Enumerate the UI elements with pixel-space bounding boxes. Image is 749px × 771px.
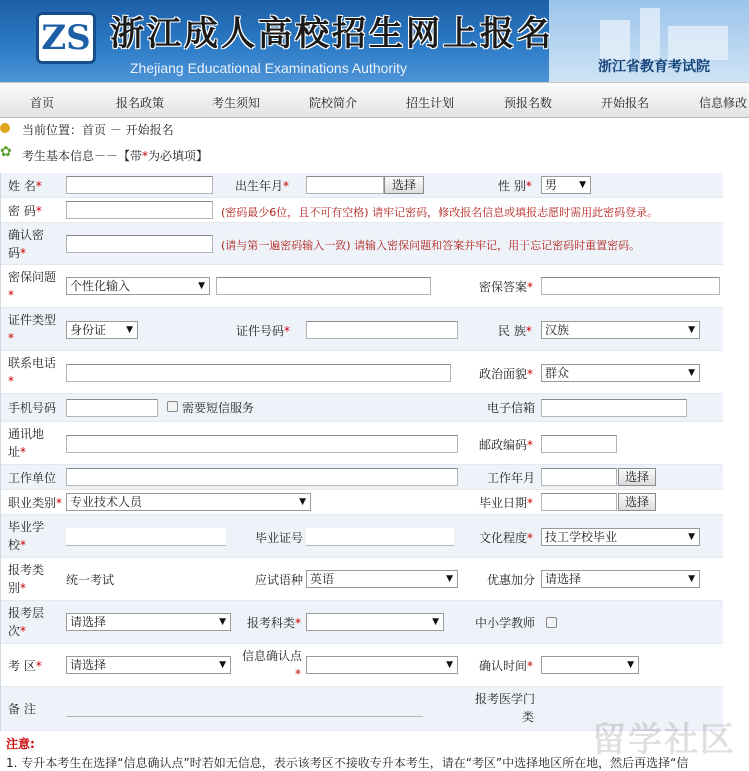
workyear-label: 工作年月 <box>487 471 536 485</box>
level-value: 请选择 <box>70 615 107 629</box>
site-logo <box>36 12 96 64</box>
form-row-phone <box>1 351 723 394</box>
required-star: * <box>527 438 534 452</box>
edu-value: 技工学校毕业 <box>545 530 618 544</box>
area-value: 请选择 <box>70 658 107 672</box>
required-star: * <box>20 581 27 595</box>
sms-label: 需要短信服务 <box>182 401 255 415</box>
name-label <box>8 178 42 194</box>
seca-label <box>479 279 533 295</box>
chevron-down-icon: ▼ <box>432 617 439 627</box>
school-input[interactable] <box>66 528 226 546</box>
section-title-text: 考生基本信息－－【带 <box>22 149 143 163</box>
ethnic-label <box>498 323 532 339</box>
chevron-down-icon: ▼ <box>198 281 205 291</box>
phone-input[interactable] <box>66 364 451 382</box>
idtype-select[interactable] <box>66 321 138 339</box>
chevron-down-icon: ▼ <box>688 574 695 584</box>
nav-modify[interactable]: 信息修改 <box>699 96 748 110</box>
workyear-select-button[interactable]: 选择 <box>618 468 656 486</box>
work-label: 工作单位 <box>8 471 57 485</box>
name-label-text: 姓 名 <box>8 179 36 193</box>
chevron-down-icon: ▼ <box>688 325 695 335</box>
required-star: * <box>8 288 14 302</box>
confirm-label: 确认密 <box>8 228 45 242</box>
required-star: * <box>35 204 42 218</box>
chevron-down-icon: ▼ <box>688 368 695 378</box>
confirm-label-2 <box>8 245 26 261</box>
name-input[interactable] <box>66 176 213 194</box>
form-row-address <box>1 422 723 465</box>
required-star: * <box>295 667 301 681</box>
confirm-time-select[interactable] <box>541 656 639 674</box>
chevron-down-icon: ▼ <box>299 497 306 507</box>
idnum-label <box>236 323 290 339</box>
form-row-level <box>1 601 723 644</box>
nav-notice[interactable]: 考生须知 <box>212 96 261 110</box>
ethnic-value: 汉族 <box>545 323 570 337</box>
required-star: * <box>20 445 27 459</box>
notes-title-wrap <box>6 735 35 752</box>
level-label-2 <box>8 623 26 639</box>
zip-label-text: 邮政编码 <box>479 438 528 452</box>
school-label-2-text: 校 <box>8 538 21 552</box>
required-star: * <box>525 179 532 193</box>
chevron-down-icon: ▼ <box>219 660 226 670</box>
form-row-id <box>1 308 723 351</box>
job-label <box>8 495 62 511</box>
area-select[interactable] <box>66 656 231 674</box>
required-star: * <box>56 496 63 510</box>
edu-label-text: 文化程度 <box>479 531 528 545</box>
address-label: 通讯地 <box>8 427 45 441</box>
gender-value: 男 <box>545 178 558 192</box>
email-input[interactable] <box>541 399 687 417</box>
political-select[interactable] <box>541 364 700 382</box>
workyear-input[interactable] <box>541 468 617 486</box>
subject-label-text: 报考科类 <box>247 616 296 630</box>
nav-pre-count[interactable]: 预报名数 <box>504 96 553 110</box>
teacher-label: 中小学教师 <box>475 616 536 630</box>
idtype-label: 证件类型 <box>8 313 57 327</box>
category-label: 报考类 <box>8 563 45 577</box>
chevron-down-icon: ▼ <box>126 325 133 335</box>
job-label-text: 职业类别 <box>8 496 57 510</box>
remark-label: 备 注 <box>8 702 36 716</box>
seca-label-text: 密保答案 <box>479 280 528 294</box>
lang-select[interactable] <box>306 570 458 588</box>
section-title-end: 为必填项】 <box>148 149 209 163</box>
section-title <box>22 147 208 164</box>
secq-custom-input[interactable] <box>216 277 431 295</box>
password-input[interactable] <box>66 201 213 219</box>
level-select[interactable] <box>66 613 231 631</box>
building-shape <box>668 26 728 60</box>
ethnic-label-text: 民 族 <box>498 324 526 338</box>
lang-label: 应试语种 <box>255 573 304 587</box>
breadcrumb-text: 当前位置：首页 － 开始报名 <box>22 123 174 137</box>
nav-home[interactable]: 首页 <box>30 96 55 110</box>
birth-select-button[interactable]: 选择 <box>384 176 424 194</box>
confirm-point-label: 信息确认点 <box>242 649 303 663</box>
job-value: 专业技术人员 <box>70 495 143 509</box>
note-line-1: 1. 专升本考生在选择“信息确认点”时若如无信息，表示该考区不接收专升本考生，请在“考区”中选择地区所在地，然后再选择“信 <box>6 756 689 770</box>
confirm-label-2-text: 码 <box>8 246 21 260</box>
building-shape <box>600 20 630 60</box>
bonus-select[interactable] <box>541 570 700 588</box>
birth-label-text: 出生年月 <box>235 179 284 193</box>
chevron-down-icon: ▼ <box>627 660 634 670</box>
password-label <box>8 203 42 219</box>
chevron-down-icon: ▼ <box>219 617 226 627</box>
subject-label <box>247 615 301 631</box>
form-row-password <box>1 198 723 223</box>
confirm-hint: (请与第一遍密码输入一致) 请输入密保问题和答案并牢记，用于忘记密码时重置密码。 <box>221 239 641 252</box>
required-star: * <box>35 179 42 193</box>
confirm-point-select[interactable] <box>306 656 458 674</box>
job-select[interactable] <box>66 493 311 511</box>
category-value: 统一考试 <box>66 573 115 587</box>
level-label: 报考层 <box>8 606 45 620</box>
form-row-work <box>1 465 723 490</box>
remark-input[interactable] <box>66 699 423 717</box>
teacher-checkbox[interactable] <box>546 617 557 628</box>
confirm-time-label-text: 确认时间 <box>479 659 528 673</box>
main-nav <box>0 82 749 118</box>
zip-label <box>479 437 533 453</box>
site-title: 浙江成人高校招生网上报名 <box>110 14 554 54</box>
secq-label: 密保问题 <box>8 270 57 284</box>
bonus-label: 优惠加分 <box>487 573 536 587</box>
form-row-category <box>1 558 723 601</box>
category-label-2-text: 别 <box>8 581 21 595</box>
area-label <box>8 658 42 674</box>
birth-input[interactable] <box>306 176 384 194</box>
confirm-time-label <box>479 658 533 674</box>
cert-input[interactable] <box>306 528 454 546</box>
zip-input[interactable] <box>541 435 617 453</box>
area-label-text: 考 区 <box>8 659 36 673</box>
subject-select[interactable] <box>306 613 444 631</box>
header-banner <box>0 0 749 82</box>
nav-policy[interactable]: 报名政策 <box>116 96 165 110</box>
form-row-mobile <box>1 394 723 422</box>
required-star: * <box>20 538 27 552</box>
address-input[interactable] <box>66 435 458 453</box>
required-star: * <box>35 659 42 673</box>
work-input[interactable] <box>66 468 458 486</box>
required-star: * <box>8 331 14 345</box>
edu-label <box>479 530 533 546</box>
required-star: * <box>295 616 302 630</box>
form-row-school <box>1 515 723 558</box>
address-label-2 <box>8 444 26 460</box>
registration-form <box>0 173 722 731</box>
required-star: * <box>142 149 149 163</box>
chevron-down-icon: ▼ <box>579 180 586 190</box>
email-label: 电子信箱 <box>487 401 536 415</box>
lang-value: 英语 <box>310 572 335 586</box>
grad-date-label-text: 毕业日期 <box>479 496 528 510</box>
political-label <box>479 366 533 382</box>
secq-select[interactable] <box>66 277 210 295</box>
category-label-2 <box>8 580 26 596</box>
school-label: 毕业学 <box>8 520 45 534</box>
idnum-label-text: 证件号码 <box>236 324 285 338</box>
grad-date-input[interactable] <box>541 493 617 511</box>
notes-title: 注意: <box>6 737 35 751</box>
med-label-2: 类 <box>522 710 535 724</box>
mobile-label: 手机号码 <box>8 401 57 415</box>
password-hint: (密码最少6位，且不可有空格) 请牢记密码，修改报名信息或填报志愿时需用此密码登录。 <box>221 206 659 219</box>
grad-date-label <box>479 495 533 511</box>
required-star: * <box>20 624 27 638</box>
org-name: 浙江省教育考试院 <box>598 59 710 75</box>
required-star: * <box>283 179 290 193</box>
ethnic-select[interactable] <box>541 321 700 339</box>
required-star: * <box>8 374 14 388</box>
site-subtitle: Zhejiang Educational Examinations Authority <box>130 60 408 76</box>
seca-input[interactable] <box>541 277 720 295</box>
section-header <box>0 145 749 165</box>
confirm-password-input[interactable] <box>66 235 213 253</box>
school-label-2 <box>8 537 26 553</box>
required-star: * <box>20 246 27 260</box>
required-star: * <box>527 280 534 294</box>
nav-schools[interactable]: 院校简介 <box>309 96 358 110</box>
required-star: * <box>527 496 534 510</box>
breadcrumb <box>0 121 749 139</box>
required-star: * <box>527 367 534 381</box>
required-star: * <box>527 659 534 673</box>
nav-start[interactable]: 开始报名 <box>601 96 650 110</box>
form-row-job <box>1 490 723 515</box>
idtype-value: 身份证 <box>70 323 107 337</box>
birth-label <box>235 178 289 194</box>
phone-label: 联系电话 <box>8 356 57 370</box>
gender-select[interactable] <box>541 176 591 194</box>
idnum-input[interactable] <box>306 321 458 339</box>
mobile-input[interactable] <box>66 399 158 417</box>
level-label-2-text: 次 <box>8 624 21 638</box>
political-label-text: 政治面貌 <box>479 367 528 381</box>
password-label-text: 密 码 <box>8 204 36 218</box>
location-icon <box>0 123 10 133</box>
logo-glyph: ZS <box>41 18 91 58</box>
address-label-2-text: 址 <box>8 445 21 459</box>
gender-label-text: 性 别 <box>498 179 526 193</box>
chevron-down-icon: ▼ <box>688 532 695 542</box>
form-row-security <box>1 265 723 308</box>
gender-label <box>498 178 532 194</box>
med-label: 报考医学门 <box>475 692 536 706</box>
sms-checkbox[interactable] <box>167 401 178 412</box>
required-star: * <box>525 324 532 338</box>
chevron-down-icon: ▼ <box>446 660 453 670</box>
required-star: * <box>527 531 534 545</box>
nav-plan[interactable]: 招生计划 <box>406 96 455 110</box>
political-value: 群众 <box>545 366 570 380</box>
chevron-down-icon: ▼ <box>446 574 453 584</box>
grad-date-select-button[interactable]: 选择 <box>618 493 656 511</box>
required-star: * <box>284 324 291 338</box>
flower-icon: ✿ <box>0 144 12 160</box>
building-tower-shape <box>640 8 660 60</box>
bonus-value: 请选择 <box>545 572 582 586</box>
form-row-name <box>1 173 723 198</box>
edu-select[interactable] <box>541 528 700 546</box>
form-row-area <box>1 644 723 687</box>
secq-value: 个性化输入 <box>70 279 131 293</box>
cert-label: 毕业证号 <box>255 531 304 545</box>
form-row-confirm <box>1 223 723 265</box>
watermark: 留学社区 <box>592 720 736 760</box>
